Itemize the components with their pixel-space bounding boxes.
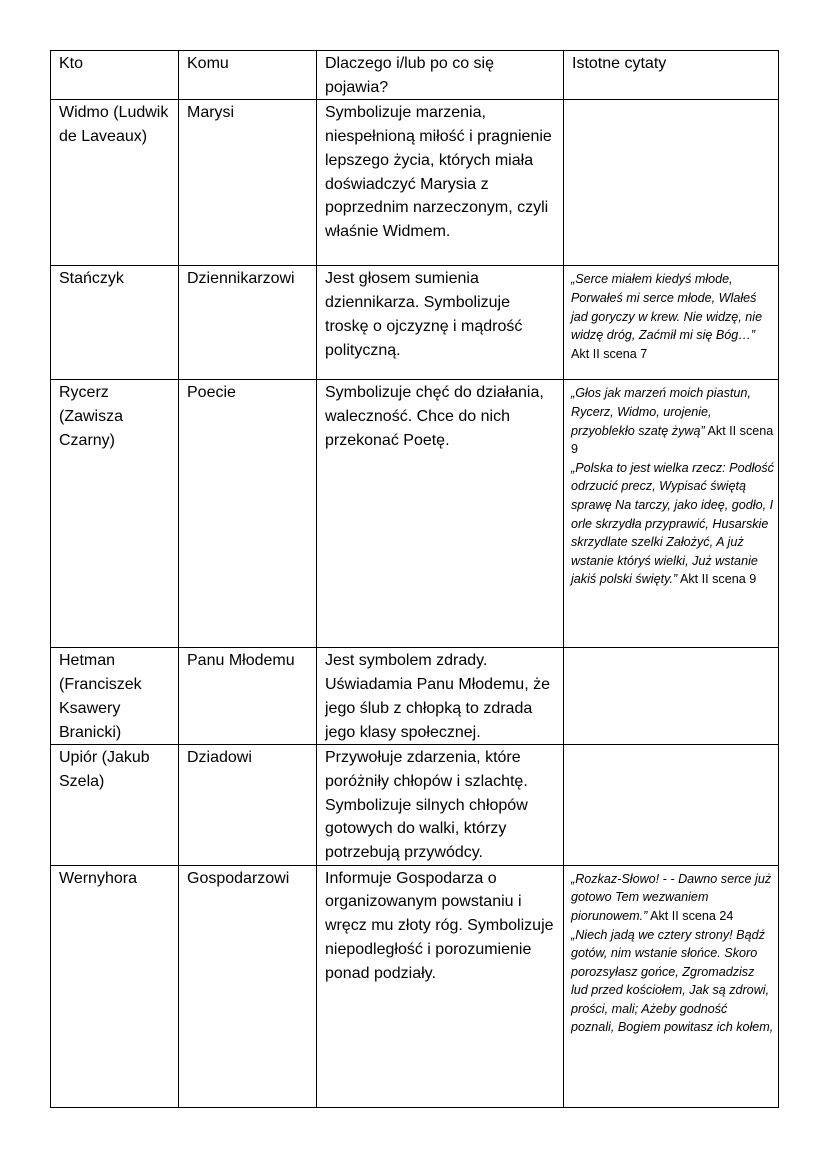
header-to: Komu <box>179 51 317 100</box>
header-who: Kto <box>51 51 179 100</box>
quote-block <box>571 926 774 1038</box>
cell-quotes <box>564 648 779 745</box>
quote-text: „Rozkaz-Słowo! - - Dawno serce już gotowo Tem wezwaniem piorunowem.” <box>571 871 772 923</box>
quote-block <box>571 270 774 363</box>
cell-why: Symbolizuje chęć do działania, waleczność. Chce do nich przekonać Poetę. <box>317 380 564 648</box>
cell-who: Rycerz (Zawisza Czarny) <box>51 380 179 648</box>
cell-who: Wernyhora <box>51 865 179 1107</box>
quote-text: „Polska to jest wielka rzecz: Podłość odrzucić precz, Wypisać świętą sprawę Na tarczy, jako ideę, godło, I orle skrzydła przyprawić, Husarskie skrzydlate szelki Założyć, A już wstanie któryś wielki, Już wstanie jakiś polski święty.” <box>571 460 774 587</box>
quote-ref: Akt II scena 9 <box>571 423 774 457</box>
table-row <box>51 745 779 866</box>
table-row <box>51 100 779 266</box>
cell-to: Poecie <box>179 380 317 648</box>
cell-why: Jest głosem sumienia dziennikarza. Symbolizuje troskę o ojczyznę i mądrość polityczną. <box>317 266 564 380</box>
cell-why: Symbolizuje marzenia, niespełnioną miłość i pragnienie lepszego życia, których miała doświadczyć Marysia z poprzednim narzeczonym, czyli właśnie Widmem. <box>317 100 564 266</box>
table-row <box>51 648 779 745</box>
quote-text: „Serce miałem kiedyś młode, Porwałeś mi serce młode, Wlałeś jad goryczy w krew. Nie widzę, nie widzę dróg, Zaćmił mi się Bóg…” <box>571 272 763 343</box>
quote-ref: Akt II scena 9 <box>677 572 757 587</box>
cell-quotes <box>564 865 779 1107</box>
cell-quotes <box>564 266 779 380</box>
cell-to: Dziadowi <box>179 745 317 866</box>
quote-text: „Głos jak marzeń moich piastun, Rycerz, Widmo, urojenie, przyoblekło szatę żywą” <box>571 386 751 438</box>
characters-table <box>50 50 779 1108</box>
quote-text: „Niech jadą we cztery strony! Bądź gotów, nim wstanie słońce. Skoro porozsyłasz gońce, Zgromadzisz lud przed kościołem, Jak są zdrowi, prości, mali; Ażeby godność poznali, Bogiem powitasz ich kołem, <box>571 927 774 1035</box>
cell-quotes <box>564 100 779 266</box>
cell-quotes <box>564 380 779 648</box>
cell-to: Marysi <box>179 100 317 266</box>
cell-why: Przywołuje zdarzenia, które poróżniły chłopów i szlachtę. Symbolizuje silnych chłopów gotowych do walki, którzy potrzebują przywódcy. <box>317 745 564 866</box>
quote-block <box>571 870 774 926</box>
quote-ref: Akt II scena 7 <box>571 346 648 361</box>
cell-to: Gospodarzowi <box>179 865 317 1107</box>
quote-block <box>571 459 774 589</box>
cell-who: Widmo (Ludwik de Laveaux) <box>51 100 179 266</box>
cell-quotes <box>564 745 779 866</box>
cell-why: Informuje Gospodarza o organizowanym powstaniu i wręcz mu złoty róg. Symbolizuje niepodległość i porozumienie ponad podziały. <box>317 865 564 1107</box>
table-row <box>51 865 779 1107</box>
quote-block <box>571 384 774 458</box>
header-why: Dlaczego i/lub po co się pojawia? <box>317 51 564 100</box>
table-row <box>51 266 779 380</box>
header-quotes: Istotne cytaty <box>564 51 779 100</box>
cell-to: Panu Młodemu <box>179 648 317 745</box>
cell-to: Dziennikarzowi <box>179 266 317 380</box>
header-row <box>51 51 779 100</box>
table-row <box>51 380 779 648</box>
quote-ref: Akt II scena 24 <box>647 908 734 923</box>
cell-who: Upiór (Jakub Szela) <box>51 745 179 866</box>
cell-who: Stańczyk <box>51 266 179 380</box>
cell-why: Jest symbolem zdrady. Uświadamia Panu Młodemu, że jego ślub z chłopką to zdrada jego klasy społecznej. <box>317 648 564 745</box>
cell-who: Hetman (Franciszek Ksawery Branicki) <box>51 648 179 745</box>
